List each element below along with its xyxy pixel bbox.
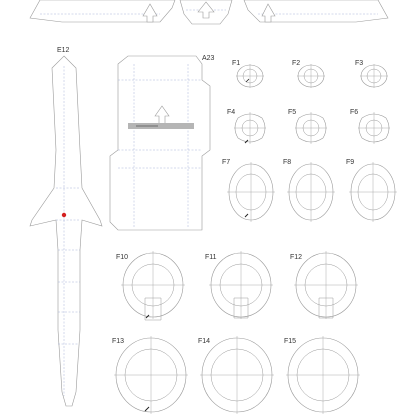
piece-e12 xyxy=(30,47,102,406)
piece-label-f8: F8 xyxy=(283,159,292,166)
piece-f2 xyxy=(292,60,325,88)
piece-label-f12: F12 xyxy=(290,254,303,261)
piece-label-f3: F3 xyxy=(355,60,364,67)
piece-label-f11: F11 xyxy=(205,254,217,261)
piece-label-f4: F4 xyxy=(227,109,236,116)
piece-f13 xyxy=(112,336,188,414)
top-wing-piece-right xyxy=(244,0,388,22)
piece-label-f13: F13 xyxy=(112,338,125,345)
piece-f9 xyxy=(346,159,397,222)
top-wing-piece-center xyxy=(180,0,232,24)
piece-label-f9: F9 xyxy=(346,159,355,166)
piece-f6 xyxy=(350,109,390,144)
piece-f5 xyxy=(288,109,327,144)
piece-label-f14: F14 xyxy=(198,338,211,345)
piece-label-f1: F1 xyxy=(232,60,241,67)
piece-f15 xyxy=(284,336,360,414)
piece-f4 xyxy=(227,109,266,144)
piece-f3 xyxy=(355,60,388,88)
piece-f11 xyxy=(205,251,273,319)
piece-label-f15: F15 xyxy=(284,338,297,345)
red-marker-dot xyxy=(62,213,66,217)
piece-f12 xyxy=(290,251,358,319)
piece-label-f6: F6 xyxy=(350,109,359,116)
piece-label-e12: E12 xyxy=(57,47,70,54)
top-wing-piece-left xyxy=(30,0,175,22)
piece-f7 xyxy=(222,159,275,222)
piece-label-f10: F10 xyxy=(116,254,129,261)
piece-f14 xyxy=(198,336,274,414)
piece-f10 xyxy=(116,251,185,320)
piece-f1 xyxy=(232,60,264,88)
piece-a23 xyxy=(110,55,215,230)
piece-f8 xyxy=(283,159,335,222)
piece-label-a23: A23 xyxy=(202,55,215,62)
piece-label-f5: F5 xyxy=(288,109,297,116)
piece-label-f2: F2 xyxy=(292,60,301,67)
piece-label-f7: F7 xyxy=(222,159,231,166)
